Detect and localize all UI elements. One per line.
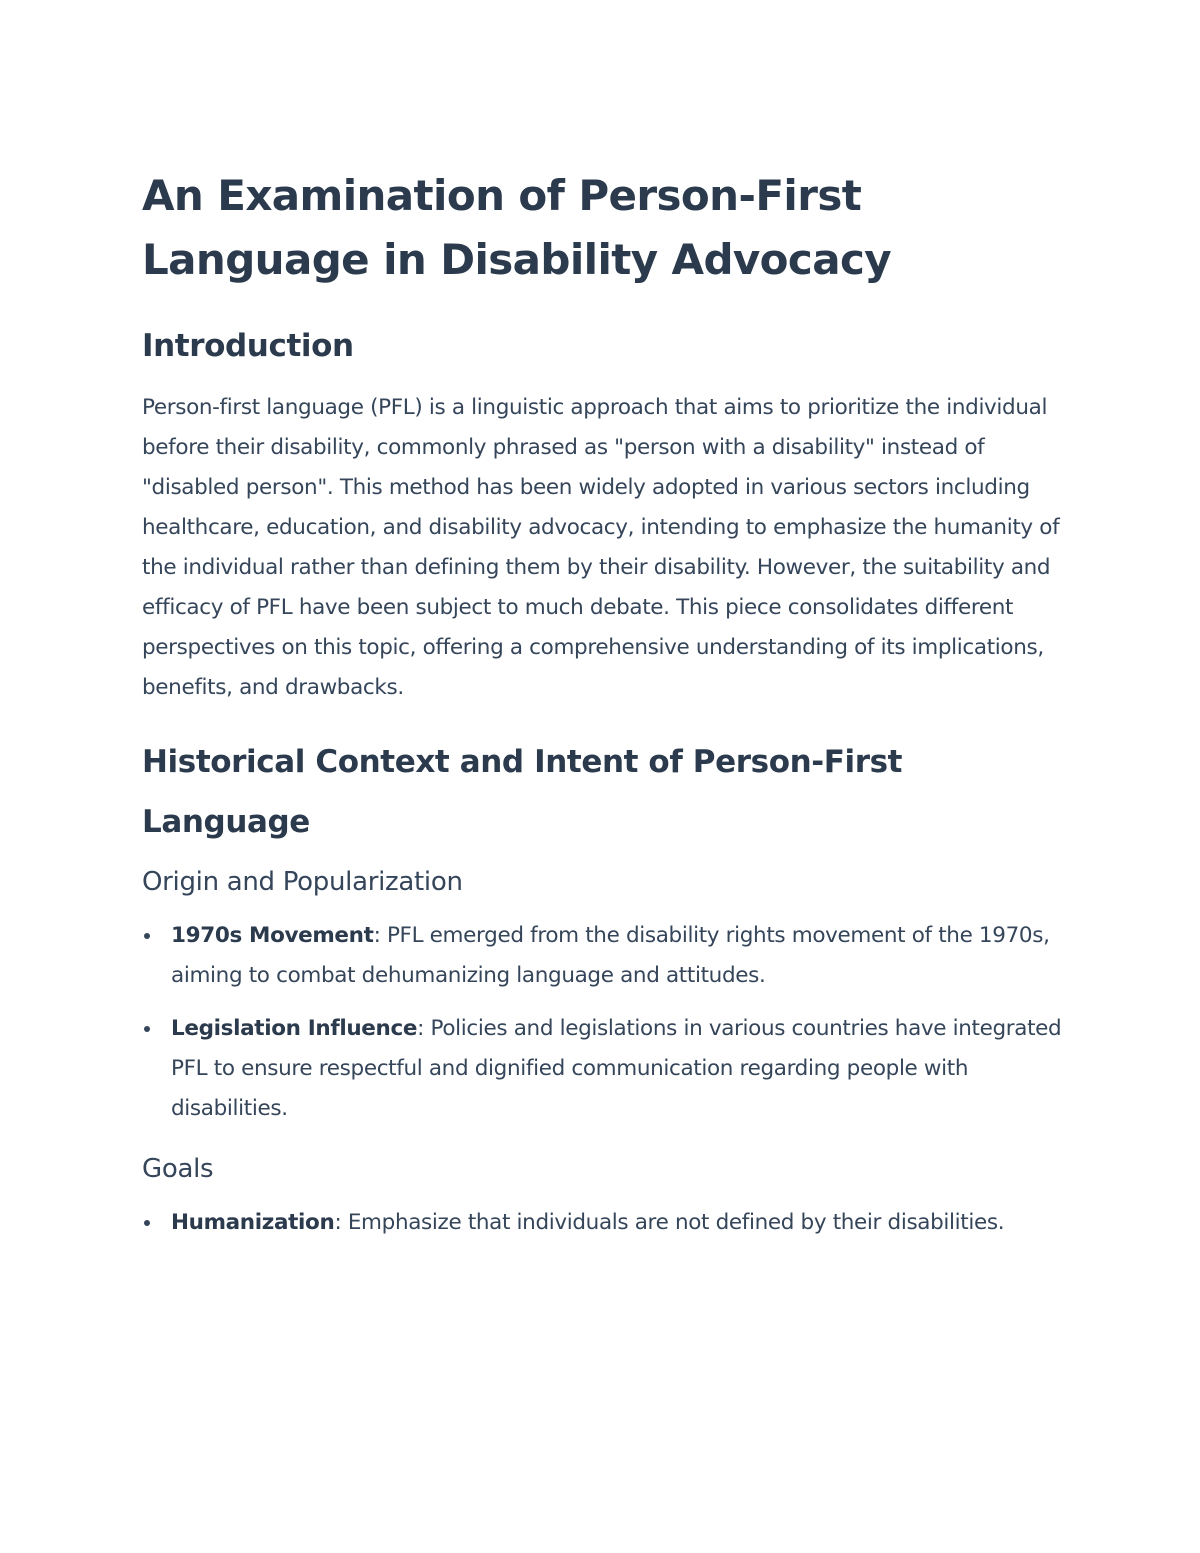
origin-heading: Origin and Popularization — [142, 867, 463, 897]
list-item — [142, 1203, 1062, 1243]
list-item-term: Humanization — [171, 1210, 335, 1235]
list-item-term: 1970s Movement — [171, 923, 374, 948]
introduction-heading: Introduction — [142, 328, 354, 364]
document-page — [142, 164, 1062, 1263]
list-item — [142, 1009, 1062, 1129]
list-item-text: : PFL emerged from the disability rights movement of the 1970s, aiming to combat dehumanizing language and attitudes. — [171, 923, 1050, 988]
goals-list — [142, 1203, 1062, 1243]
goals-heading: Goals — [142, 1154, 214, 1184]
origin-list — [142, 916, 1062, 1129]
list-item-text: : Emphasize that individuals are not defined by their disabilities. — [334, 1210, 1005, 1235]
list-item-term: Legislation Influence — [171, 1016, 418, 1041]
bullet-icon — [144, 933, 150, 939]
list-item — [142, 916, 1062, 996]
bullet-icon — [144, 1220, 150, 1226]
introduction-paragraph: Person-first language (PFL) is a linguistic approach that aims to prioritize the individual before their disability, commonly phrased as "person with a disability" instead of "disabled person". This method has been widely adopted in various sectors including healthcare, education, and disability advocacy, intending to emphasize the humanity of the individual rather than defining them by their disability. However, the suitability and efficacy of PFL have been subject to much debate. This piece consolidates different perspectives on this topic, offering a comprehensive understanding of its implications, benefits, and drawbacks. — [142, 395, 1060, 700]
historical-context-heading: Historical Context and Intent of Person-First Language — [142, 744, 903, 840]
list-item-text: : Policies and legislations in various countries have integrated PFL to ensure respectful and dignified communication regarding people with disabilities. — [171, 1016, 1062, 1121]
bullet-icon — [144, 1026, 150, 1032]
document-title: An Examination of Person-First Language in Disability Advocacy — [142, 171, 892, 284]
